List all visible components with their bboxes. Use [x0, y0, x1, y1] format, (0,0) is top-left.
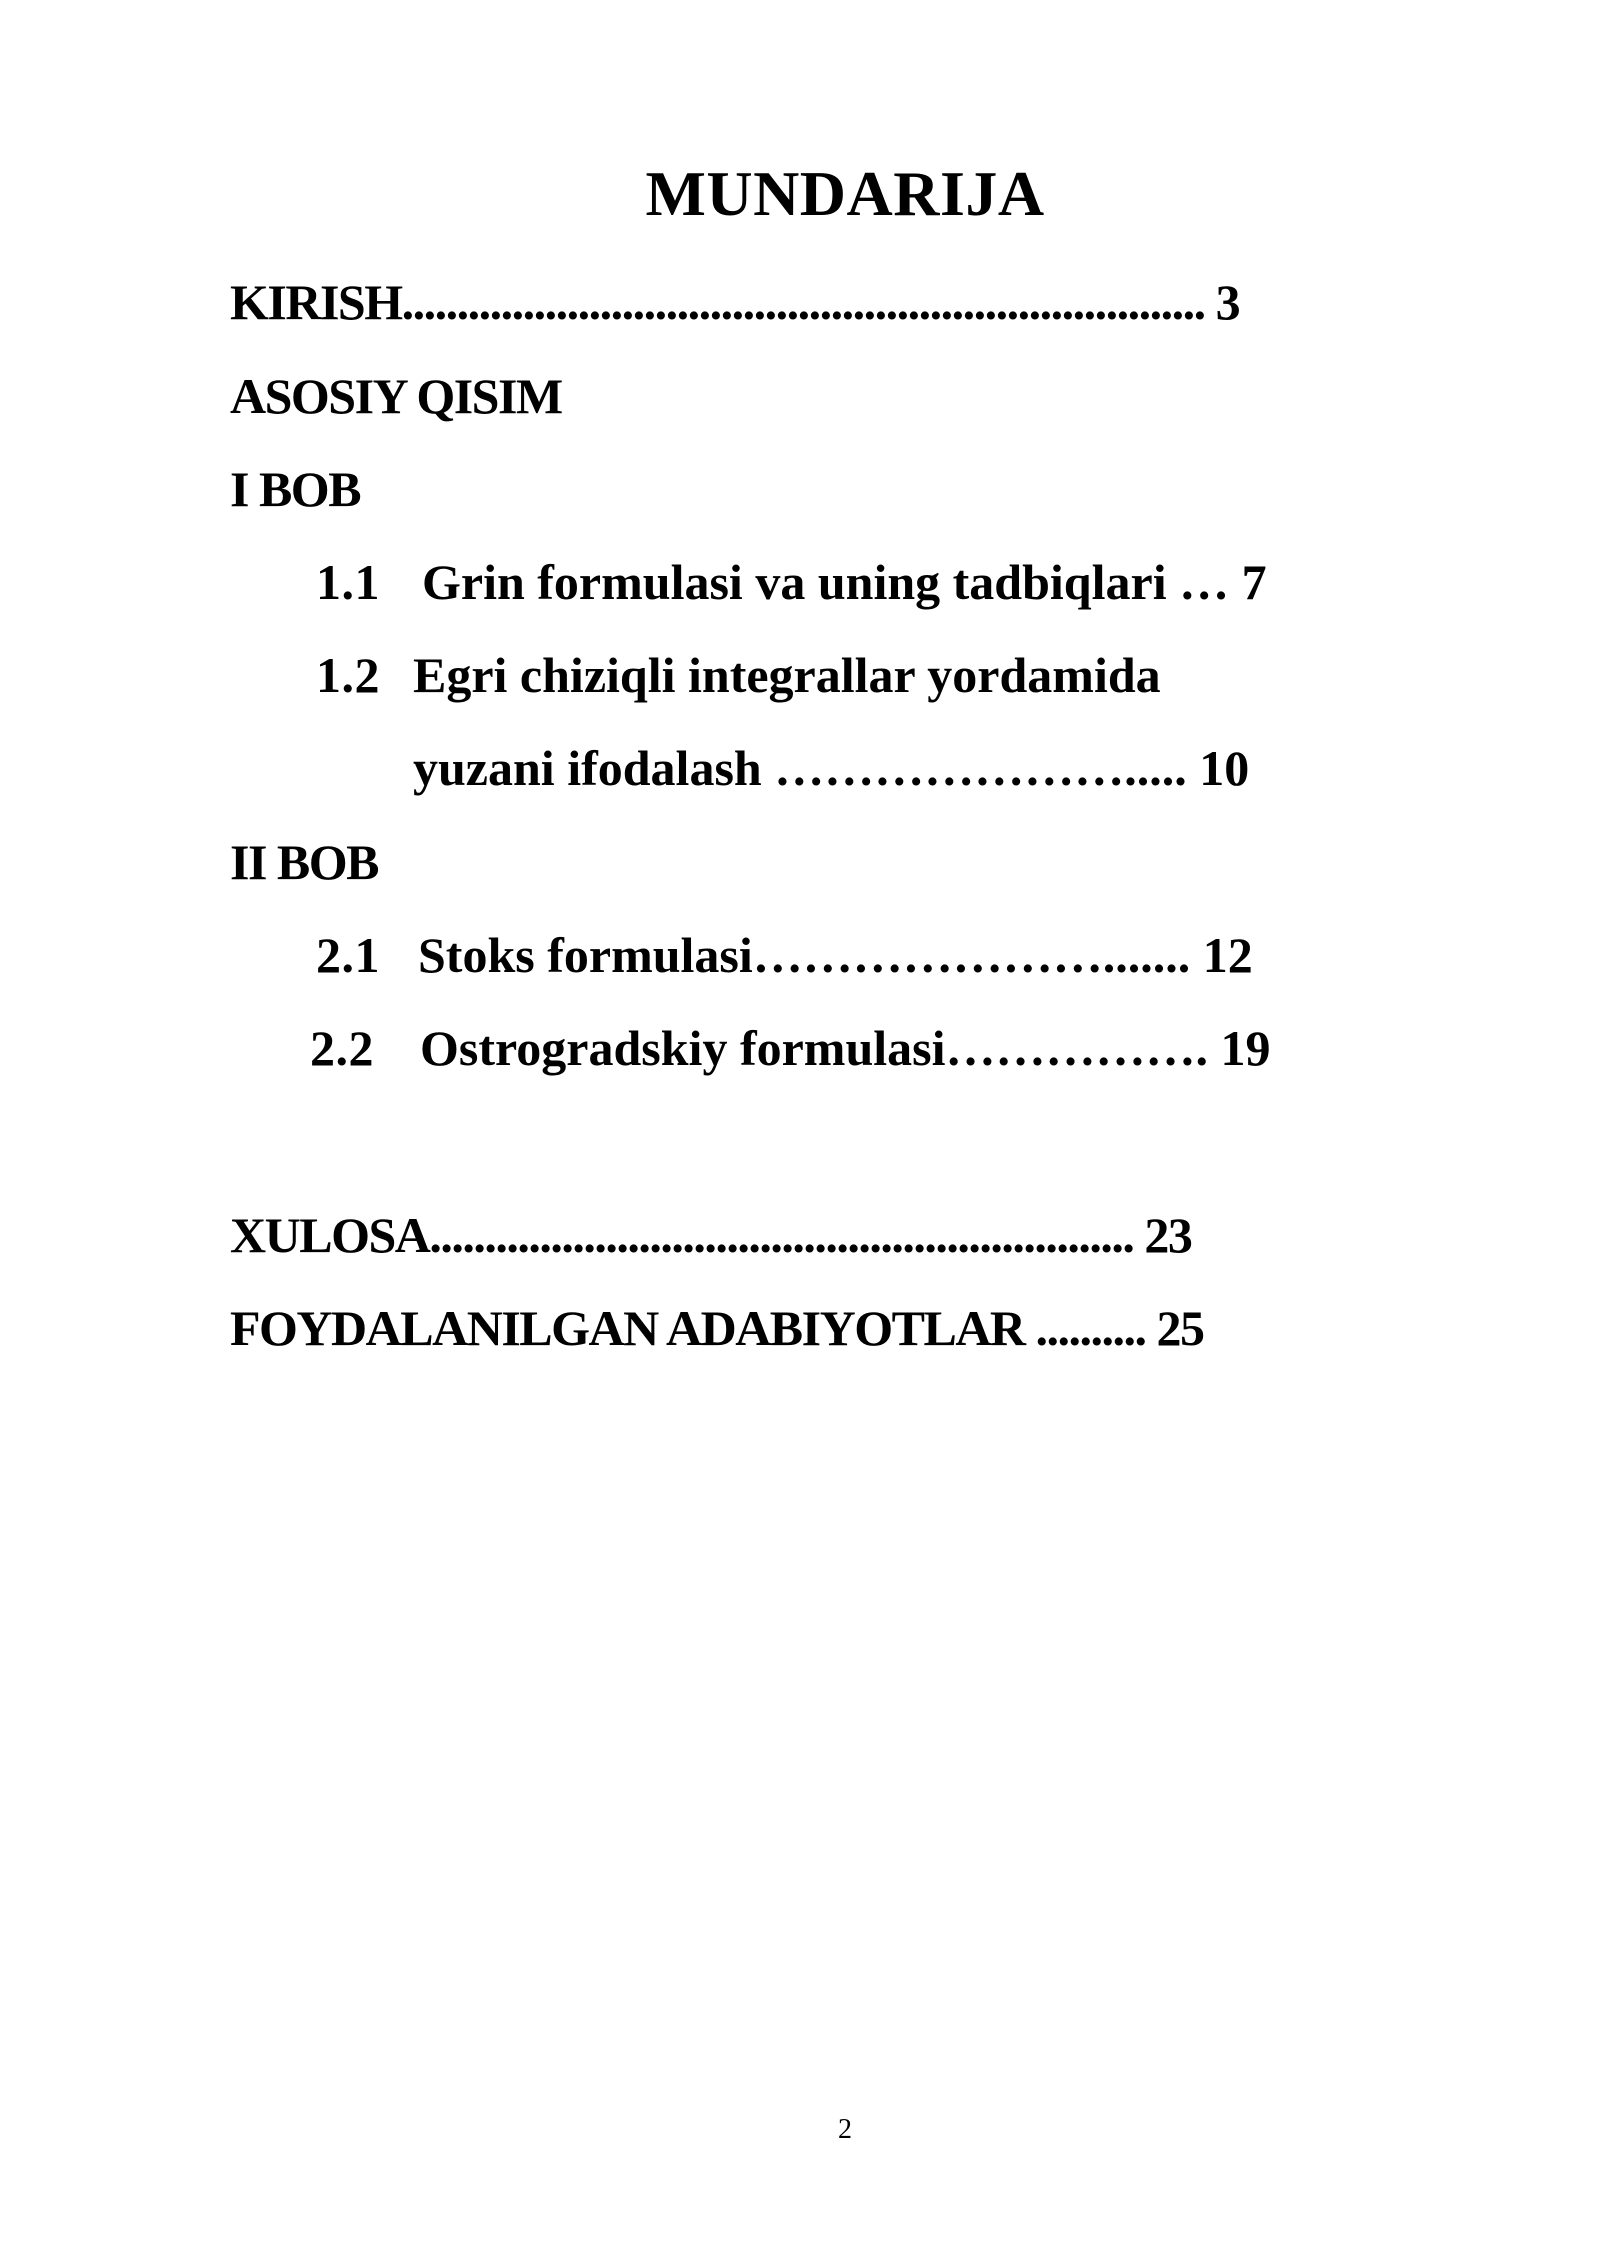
- toc-section-number-1-1: 1.1: [316, 554, 380, 610]
- toc-section-number-1-2: 1.2: [316, 647, 380, 703]
- toc-entry-asosiy-qisim: ASOSIY QISIM: [230, 368, 562, 424]
- toc-section-title-1-2-line1: Egri chiziqli integrallar yordamida: [413, 647, 1161, 703]
- toc-section-title-2-1: Stoks formulasi…………………....... 12: [418, 927, 1253, 983]
- toc-section-number-2-2: 2.2: [310, 1020, 374, 1076]
- toc-entry-bob-1: I BOB: [230, 461, 361, 517]
- toc-entry-foydalanilgan-adabiyotlar: FOYDALANILGAN ADABIYOTLAR .......... 25: [230, 1300, 1204, 1356]
- toc-entry-bob-2: II BOB: [230, 834, 379, 890]
- page-number: 2: [838, 2114, 852, 2145]
- toc-entry-xulosa: XULOSA................................................................ 23: [230, 1207, 1192, 1263]
- toc-section-title-1-1: Grin formulasi va uning tadbiqlari … 7: [422, 554, 1267, 610]
- toc-entry-kirish: KIRISH......................................................................... 3: [230, 274, 1240, 330]
- toc-section-title-2-2: Ostrogradskiy formulasi……………. 19: [420, 1020, 1271, 1076]
- toc-section-title-1-2-line2: yuzani ifodalash …………………..... 10: [413, 740, 1250, 796]
- toc-section-number-2-1: 2.1: [316, 927, 380, 983]
- page-title: MUNDARIJA: [645, 158, 1045, 229]
